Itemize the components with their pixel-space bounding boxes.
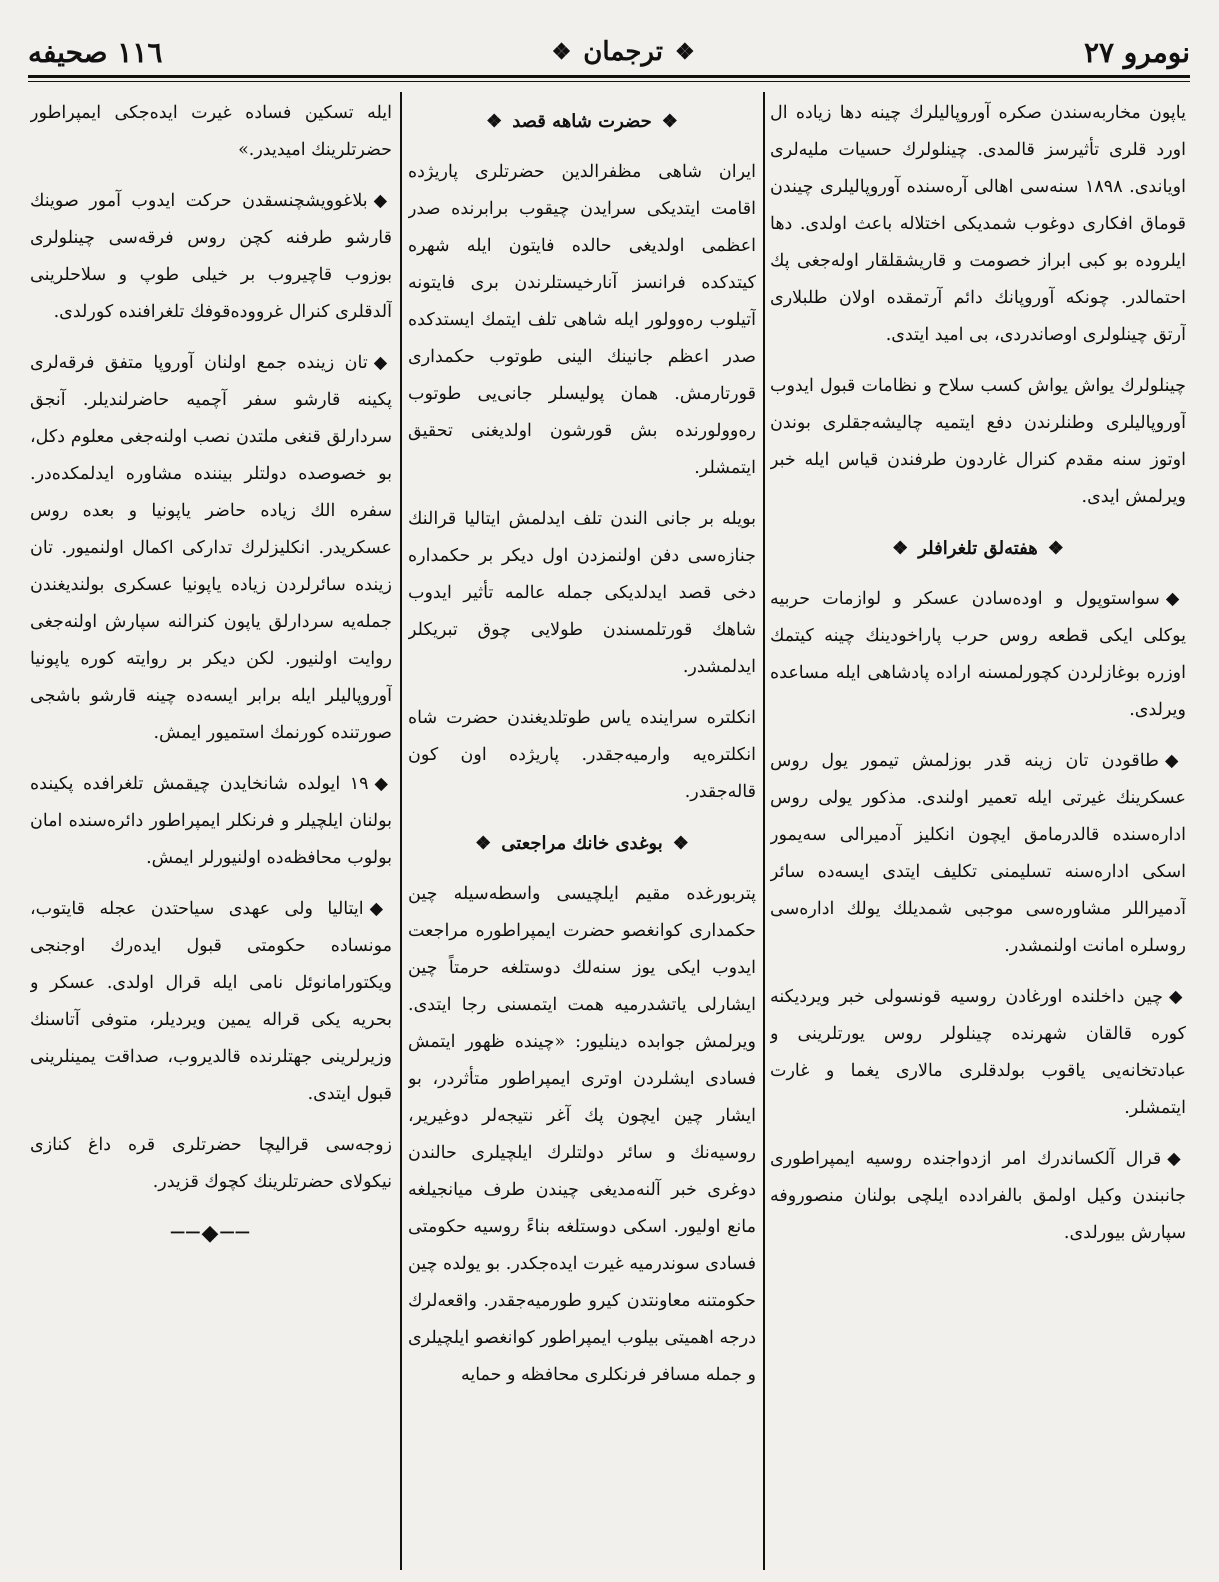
ornament-icon: ❖: [1047, 538, 1064, 559]
news-item: [30, 183, 392, 331]
diamond-bullet-icon: ◆: [1168, 987, 1186, 1007]
diamond-bullet-icon: ◆: [374, 774, 392, 794]
heading-bogdy-khan: بوغدی خانك مراجعتی: [501, 833, 663, 854]
column-divider: [400, 92, 402, 1570]
heading-weekly-telegrams: هفته‌لق تلغرافلر: [918, 538, 1038, 559]
column-right: [770, 95, 1186, 1565]
paragraph: بویله بر جانی الندن تلف ایدلمش ایتالیا قرالنك جنازه‌سی دفن اولنمزدن اول دیکر بر حکمداره دخی قصد ایدلدیکی جمله عالمه تأثیر ایدوب شاهك قورتلمسندن طولایی چوق تبریکلر ایدلمشدر.: [408, 509, 756, 677]
news-text: بلاغوویشچنسقدن حرکت ایدوب آمور صوینك قارشو طرفنه کچن روس فرقه‌سی چینلولری بوزوب قاچیروب بر خیلی طوپ و سلاحلرینی آلدقلری کنرال غرووده‌قوفك تلغرافنده کورلدی.: [30, 191, 392, 322]
paragraph: انکلتره سراینده یاس طوتلدیغندن حضرت شاه انکلتره‌یه وارمیه‌جقدر. پاریژده اون کون قاله‌جقدر.: [408, 708, 756, 802]
diamond-bullet-icon: ◆: [1164, 751, 1186, 771]
paragraph: پتربورغده مقیم ایلچیسی واسطه‌سیله چین حکمداری کوانغصو حضرت ایمپراطوره مراجعت ایدوب ایکی یوز سنه‌لك دوستلغه حرمتاً چین ایشارلی یاتشدرمیه همت ایتمسنی رجا ایتدی. ویرلمش جوابده دینلیور: «چینده ظهور ایتمش فسادی ایشلردن اوتری ایمپراطور متأثردر، بو ایشار چین ایچون پك آغر نتیجه‌لر دوغیریر، روسیه‌نك و سائر دولتلرك ایلچیلری حالندن دوغری خبر آلنه‌مدیغی چیندن طرف میانجیلغه مانع اولیور. اسکی دوستلغه بناءً روسیه حکومتی فسادی سوندرمیه غیرت ایده‌جکدر. بو یولده چین حکومتنه معاونتدن کیرو طورمیه‌جقدر. واقعه‌لرك درجه اهمیتی بیلوب ایمپراطور کوانغصو ایلچیلری و جمله مسافر فرنکلری محافظه و حمایه: [408, 884, 756, 1385]
paragraph: زوجه‌سی قرالیچا حضرتلری قره داغ کنازی نیکولای حضرتلرینك کچوك قزیدر.: [30, 1135, 392, 1192]
news-text: قرال آلکساندرك امر ازدواجنده روسیه ایمپراطوری جانبندن وکیل اولمق بالفرادده ایلچی بولنان منصوروفه سپارش بیورلدی.: [770, 1149, 1186, 1243]
page-number: ١١٦ صحيفه: [28, 35, 163, 69]
masthead: [28, 30, 1190, 74]
ornament-icon: ❖: [551, 39, 572, 65]
masthead-rule-thin: [28, 81, 1190, 82]
ornament-icon: ❖: [672, 833, 689, 854]
diamond-bullet-icon: ◆: [369, 899, 392, 919]
paragraph: ایله تسکین فساده غیرت ایده‌جکی ایمپراطور حضرتلرینك امیدیدر.»: [30, 103, 392, 160]
masthead-title-group: [552, 37, 695, 67]
news-text: سواستوپول و اوده‌سادن عسکر و لوازمات حربیه یوکلی ایکی قطعه روس حرب پاراخودینك چینه کیتمك اوزره بوغازلردن کچورلمسنه اراده پادشاهی ایله مساعده ویرلدی.: [770, 589, 1186, 720]
news-item: [30, 766, 392, 877]
news-item: [30, 891, 392, 1113]
news-text: ١٩ ایولده شانخایدن چیقمش تلغرافده پکینده بولنان ایلچیلر و فرنکلر ایمپراطور دائره‌سنده امان بولوب محافظه‌ده اولنیورلر ایمش.: [30, 774, 392, 868]
column-middle: [408, 95, 756, 1565]
issue-number: نومرو ٢٧: [1083, 35, 1190, 69]
diamond-bullet-icon: ◆: [1167, 1149, 1186, 1169]
ornament-icon: ❖: [675, 39, 695, 65]
diamond-bullet-icon: ◆: [373, 353, 392, 373]
diamond-bullet-icon: ◆: [373, 191, 392, 211]
paragraph: ایران شاهی مظفرالدین حضرتلری پاریژده اقامت ایتدیکی سرایدن چیقوب برابرنده صدر اعظمی اولدیغی حالده فایتون ایله شهره کیتدکده فرانسز آنارخیستلرندن بری فایتونه آتیلوب ره‌وولور ایله شاهی تلف ایتمك ایستدکده صدر اعظم جانینك الینی طوتوب حکمداری قورتارمش. همان پولیسلر جانی‌یی طوتوب ره‌وولورنده بش قورشون اولدیغنی تحقیق ایتمشلر.: [408, 162, 756, 478]
news-text: چین داخلنده اورغادن روسیه قونسولی خبر ویردیکنه کوره قالقان شهرنده چینلولر روس یورتلرینی و عبادتخانه‌یی یاقوب بولدقلری مالاری یغما و غارت ایتمشلر.: [770, 987, 1186, 1118]
news-item: [770, 1141, 1186, 1252]
news-item: [30, 345, 392, 752]
news-item: [770, 581, 1186, 729]
end-ornament-icon: ──◆──: [171, 1221, 251, 1246]
news-item: [770, 743, 1186, 965]
news-text: طاقودن تان زینه قدر بوزلمش تیمور یول روس عسکرینك غیرتی ایله تعمیر اولندی. مذکور یولی روس اداره‌سنده قالدرمامق ایچون انکلیز آدمیرالی سه‌یمور اسکی اداره‌سنه تسلیمنی تکلیف ایتدی ایسه‌ده سائر آدمیراللر مشاوره‌سی موجبی شمدیلك یولك اداره‌سی روسلره امانت اولنمشدر.: [770, 751, 1186, 956]
section-heading: [770, 530, 1186, 567]
newspaper-title: ترجمان: [583, 37, 663, 67]
ornament-icon: ❖: [892, 538, 909, 559]
paragraph: چینلولرك یواش یواش کسب سلاح و نظامات قبول ایدوب آوروپالیلری وطنلرندن دفع ایتمیه چالیشه‌جقلری بوندن اوتوز سنه مقدم کنرال غاردون طرفندن قیاس ایله خبر ویرلمش ایدی.: [770, 376, 1186, 507]
column-left: [30, 95, 392, 1565]
paragraph: یاپون مخاربه‌سندن صکره آوروپالیلرك چینه دها زیاده ال اورد قلری تأثیرسز قالمدی. چینلولرك حسیات ملیه‌لری اویاندی. ١٨٩٨ سنه‌سی اهالی آره‌سنده آوروپالیلری چیندن قوماق افکاری دوغوب شمدیکی اختلاله باعث اولدی. دها ایلروده بو کبی ابراز خصومت و قاریشقلقار اوله‌جغی پك احتمالدر. چونکه آوروپانك دائم آرتمقده اولان طلبلاری آرتق چینلولری اوصاندردی، بی امید ایتدی.: [770, 103, 1186, 345]
section-heading: [408, 825, 756, 862]
news-text: تان زینده جمع اولنان آوروپا متفق فرقه‌لری پکینه قارشو سفر آچمیه حاضرلندیلر. آنجق سردارلق قنغی ملتدن نصب اولنه‌جغی معلوم دکل، بو خصوصده دولتلر بیننده مشاوره ایدلمکده‌در. سفره الك زیاده حاضر یاپونیا و بعده روس عسکریدر. انکلیزلرك تدارکی اکمال اولنمیور. تان زینده سائرلردن زیاده یاپونیا عسکری بولندیغندن جمله‌یه سردارلق یاپون کنرالنه سپارش اولنه‌جغی روایت اولنیور. لکن دیکر بر روایته کوره یاپونیا آوروپالیلر ایله برابر ایسه‌ده چینه قارشو باشجی صورتنده کورنمك استمیور ایمش.: [30, 353, 392, 743]
ornament-icon: ❖: [486, 111, 503, 132]
news-text: ایتالیا ولی عهدی سیاحتدن عجله قایتوب، مونساده حکومتی قبول ایده‌رك اوجنجی ویکتورامانوئل نامی ایله قرال اولدی. عسکر و بحریه یکی قراله یمین ویردیلر، متوفی آتاسنك وزیرلرینی جهتلرنده قالدیروب، صداقت یمینلرینی قبول ایتدی.: [30, 899, 392, 1104]
section-heading: [408, 103, 756, 140]
heading-shah-attempt: حضرت شاهه قصد: [512, 111, 652, 132]
column-divider: [763, 92, 765, 1570]
masthead-rule: [28, 75, 1190, 78]
diamond-bullet-icon: ◆: [1165, 589, 1186, 609]
ornament-icon: ❖: [661, 111, 678, 132]
news-item: [770, 979, 1186, 1127]
ornament-icon: ❖: [475, 833, 492, 854]
